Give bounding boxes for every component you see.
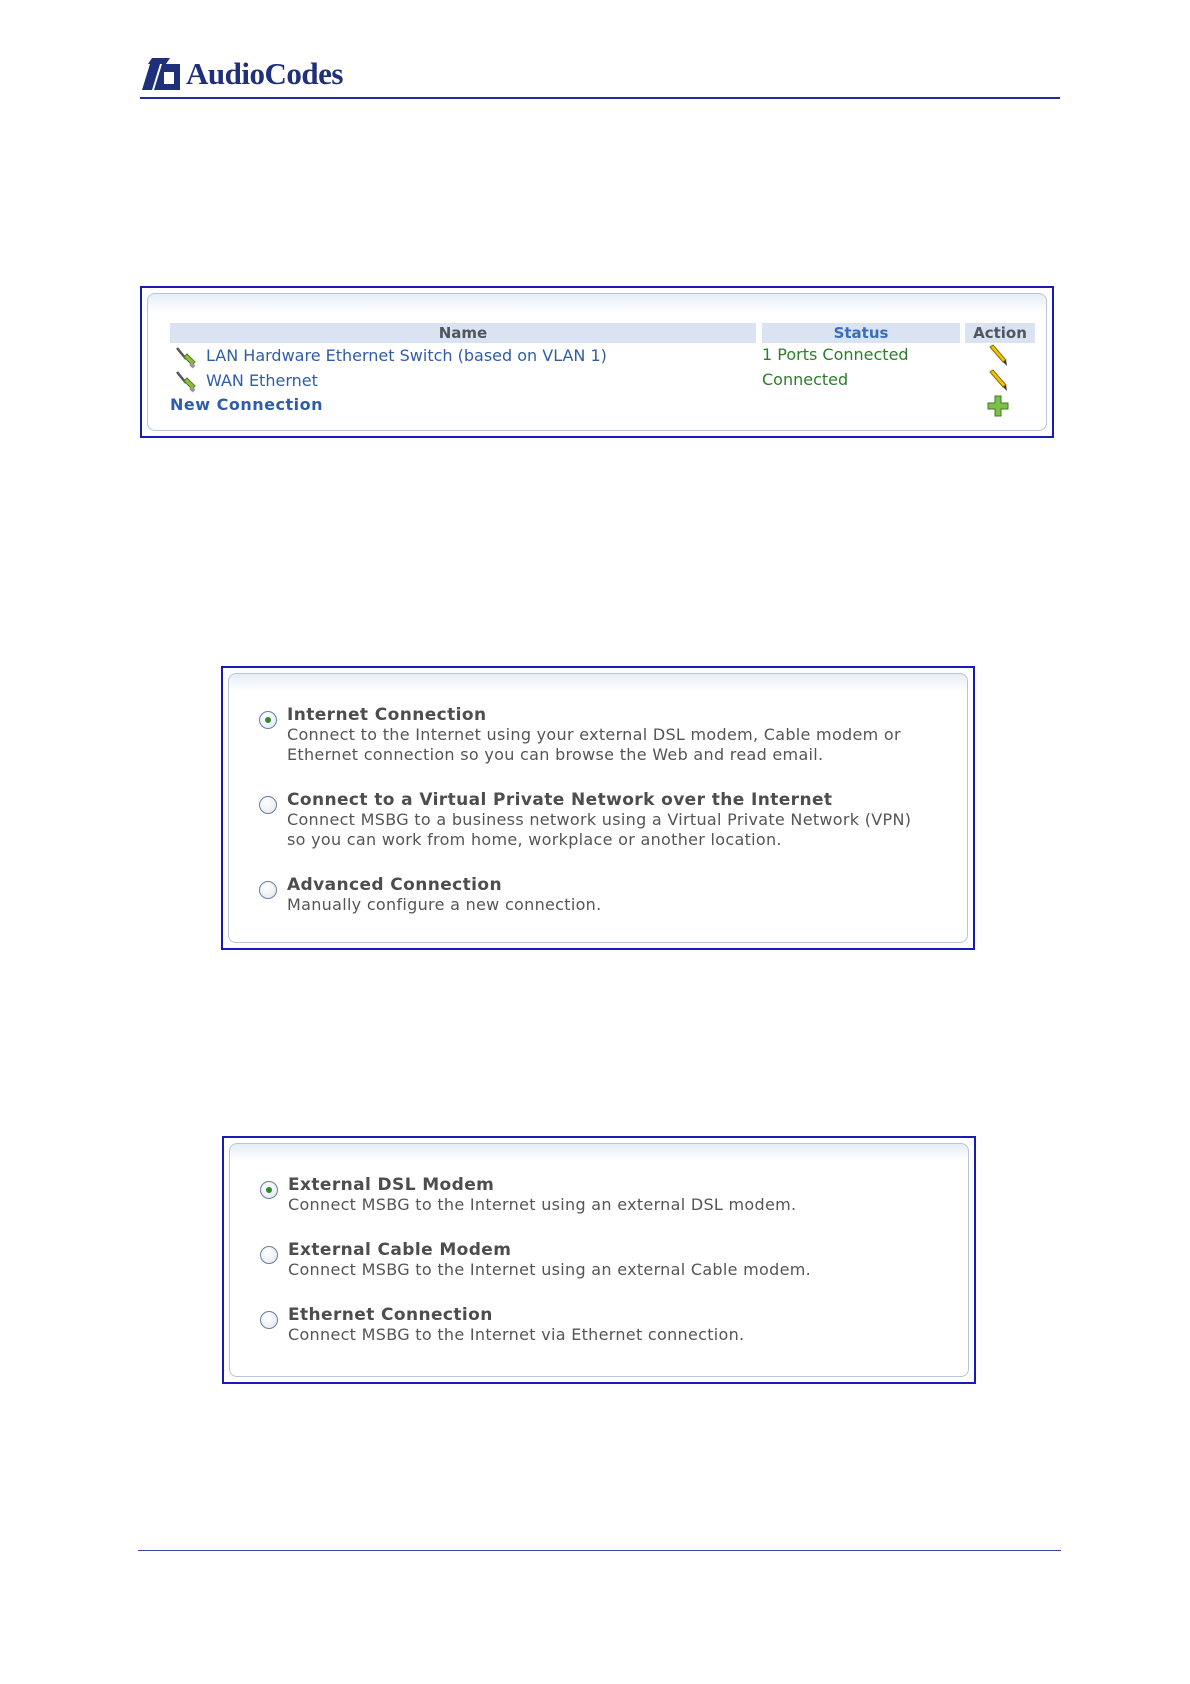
description-line: Connect MSBG to the Internet using an external DSL modem. <box>288 1195 797 1214</box>
new-connection-link[interactable]: New Connection <box>170 395 323 414</box>
ethernet-cable-icon <box>174 369 198 393</box>
radio-button[interactable] <box>260 1311 278 1329</box>
internet-type-panel <box>229 1143 969 1377</box>
option-description <box>288 1325 744 1345</box>
internet-type-screenshot <box>222 1136 976 1384</box>
pencil-edit-icon[interactable] <box>986 369 1010 393</box>
column-header-name: Name <box>170 323 756 343</box>
option-title: External Cable Modem <box>288 1240 512 1260</box>
footer-rule <box>138 1550 1061 1551</box>
logo-wordmark: AudioCodes <box>186 56 343 91</box>
description-line: so you can work from home, workplace or another location. <box>287 829 782 849</box>
description-line: Connect MSBG to the Internet via Ethernet connection. <box>288 1325 745 1344</box>
connection-wizard-screenshot <box>221 666 975 950</box>
column-header-action: Action <box>965 323 1035 343</box>
option-description <box>288 1260 811 1280</box>
connection-name-wan[interactable]: WAN Ethernet <box>206 371 318 390</box>
pencil-edit-icon[interactable] <box>986 344 1010 368</box>
option-title: Ethernet Connection <box>288 1305 493 1325</box>
connections-screenshot <box>140 286 1054 438</box>
header-rule <box>140 97 1060 99</box>
description-line: Ethernet connection so you can browse the Web and read email. <box>287 744 824 764</box>
description-line: Manually configure a new connection. <box>287 895 602 914</box>
radio-button[interactable] <box>260 1246 278 1264</box>
description-line: Connect MSBG to a business network using a Virtual Private Network (VPN) <box>287 810 912 829</box>
option-title: Connect to a Virtual Private Network over the Internet <box>287 790 833 810</box>
connection-name-lan[interactable]: LAN Hardware Ethernet Switch (based on VLAN 1) <box>206 346 607 365</box>
radio-button[interactable] <box>259 881 277 899</box>
description-line: Connect to the Internet using your external DSL modem, Cable modem or <box>287 725 901 744</box>
connection-wizard-panel <box>228 673 968 943</box>
plus-add-icon[interactable] <box>986 394 1010 418</box>
radio-button[interactable] <box>260 1181 278 1199</box>
ethernet-cable-icon <box>174 345 198 369</box>
audiocodes-logo <box>140 54 343 94</box>
description-line: Connect MSBG to the Internet using an external Cable modem. <box>288 1260 812 1279</box>
option-title: External DSL Modem <box>288 1175 495 1195</box>
option-title: Advanced Connection <box>287 875 502 895</box>
audiocodes-logo-icon <box>140 56 182 92</box>
option-description <box>287 810 911 849</box>
option-description <box>288 1195 796 1215</box>
radio-button[interactable] <box>259 711 277 729</box>
connection-status: Connected <box>762 370 849 389</box>
option-description <box>287 725 901 764</box>
connection-status: 1 Ports Connected <box>762 345 909 364</box>
radio-button[interactable] <box>259 796 277 814</box>
connections-panel <box>147 293 1047 431</box>
option-title: Internet Connection <box>287 705 487 725</box>
option-description <box>287 895 602 915</box>
column-header-status: Status <box>762 323 960 343</box>
